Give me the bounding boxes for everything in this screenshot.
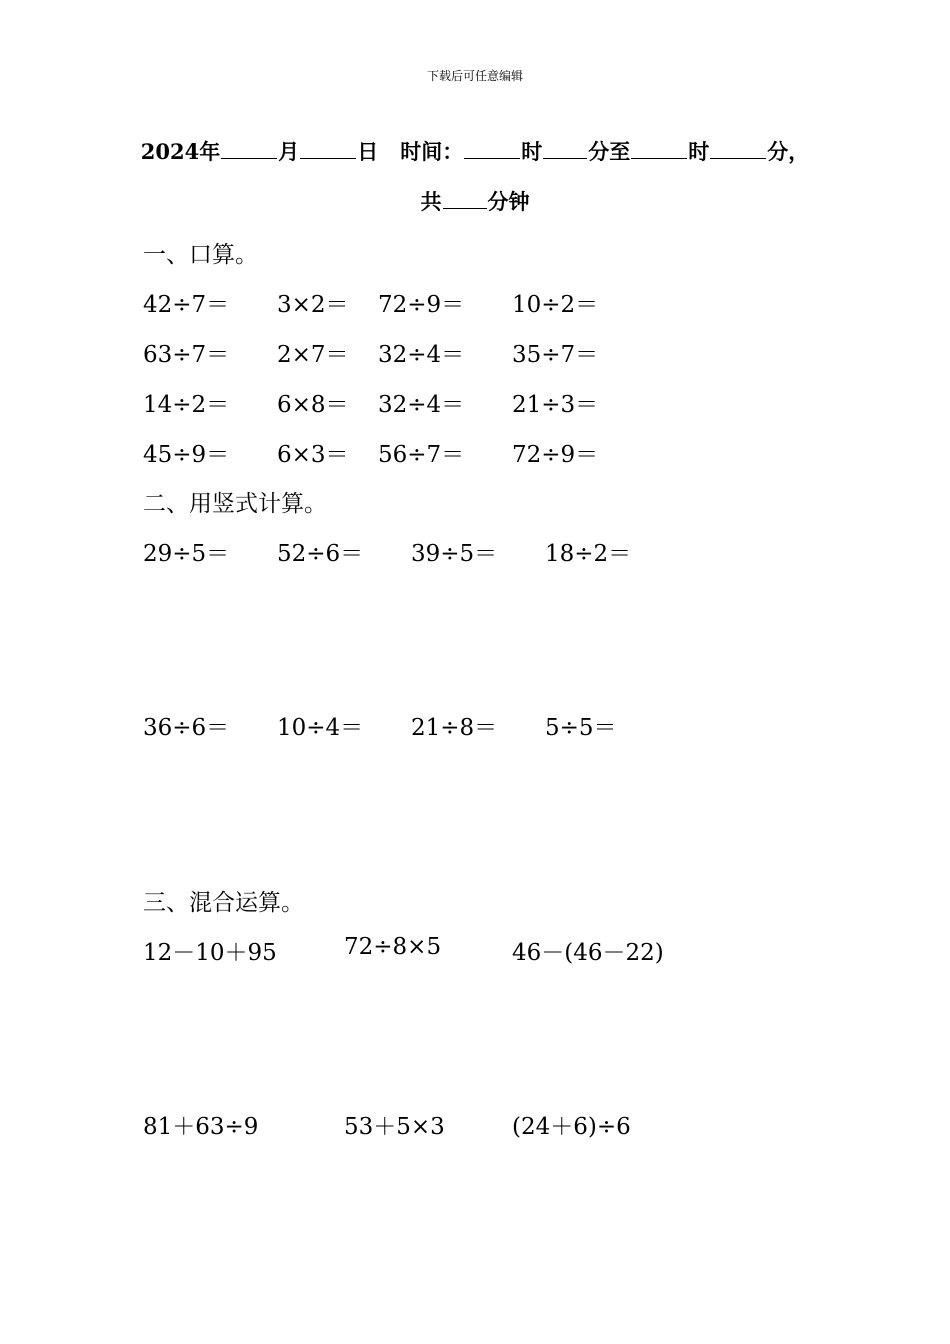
total-minutes-blank[interactable] bbox=[443, 190, 487, 209]
day-unit: 日 bbox=[357, 139, 379, 164]
minute-to-label: 分至 bbox=[588, 139, 631, 164]
problem: 36÷6＝ bbox=[143, 715, 230, 741]
problem: 53＋5×3 bbox=[344, 1114, 445, 1140]
problem: 52÷6＝ bbox=[277, 541, 364, 567]
problem: 35÷7＝ bbox=[512, 342, 599, 368]
problem: 32÷4＝ bbox=[378, 342, 465, 368]
total-line bbox=[0, 186, 950, 216]
problem: 10÷4＝ bbox=[277, 715, 364, 741]
problem: 81＋63÷9 bbox=[143, 1114, 259, 1140]
date-line bbox=[0, 136, 950, 166]
time-label: 时间： bbox=[400, 139, 464, 164]
problem: 6×8＝ bbox=[277, 392, 349, 418]
problem: 21÷3＝ bbox=[512, 392, 599, 418]
problem: (24＋6)÷6 bbox=[512, 1114, 631, 1140]
problem: 72÷9＝ bbox=[378, 292, 465, 318]
end-hour-unit: 时 bbox=[688, 139, 710, 164]
end-hour-blank[interactable] bbox=[631, 140, 687, 159]
section-2-title: 二、用竖式计算。 bbox=[143, 491, 327, 517]
total-unit: 分钟 bbox=[487, 189, 530, 214]
problem: 46－(46－22) bbox=[512, 940, 664, 966]
day-blank[interactable] bbox=[300, 140, 356, 159]
problem: 45÷9＝ bbox=[143, 442, 230, 468]
problem: 14÷2＝ bbox=[143, 392, 230, 418]
problem: 32÷4＝ bbox=[378, 392, 465, 418]
problem: 12－10＋95 bbox=[143, 940, 277, 966]
problem: 39÷5＝ bbox=[411, 541, 498, 567]
problem: 3×2＝ bbox=[277, 292, 349, 318]
month-unit: 月 bbox=[278, 139, 300, 164]
problem: 56÷7＝ bbox=[378, 442, 465, 468]
problem: 2×7＝ bbox=[277, 342, 349, 368]
year-unit: 年 bbox=[199, 139, 221, 164]
start-hour-blank[interactable] bbox=[464, 140, 520, 159]
problem: 5÷5＝ bbox=[545, 715, 617, 741]
problem: 10÷2＝ bbox=[512, 292, 599, 318]
problem: 63÷7＝ bbox=[143, 342, 230, 368]
problem: 6×3＝ bbox=[277, 442, 349, 468]
start-hour-unit: 时 bbox=[521, 139, 543, 164]
problem: 21÷8＝ bbox=[411, 715, 498, 741]
total-label: 共 bbox=[420, 189, 442, 214]
end-minute-blank[interactable] bbox=[710, 140, 766, 159]
header-note: 下载后可任意编辑 bbox=[426, 69, 523, 83]
problem: 72÷9＝ bbox=[512, 442, 599, 468]
month-blank[interactable] bbox=[221, 140, 277, 159]
section-3-title: 三、混合运算。 bbox=[143, 890, 304, 916]
problem: 29÷5＝ bbox=[143, 541, 230, 567]
start-minute-blank[interactable] bbox=[543, 140, 587, 159]
section-1-title: 一、口算。 bbox=[143, 242, 258, 268]
problem: 72÷8×5 bbox=[344, 934, 442, 960]
year-value: 2024 bbox=[140, 139, 200, 164]
problem: 42÷7＝ bbox=[143, 292, 230, 318]
problem: 18÷2＝ bbox=[545, 541, 632, 567]
end-minute-unit: 分， bbox=[767, 139, 810, 164]
